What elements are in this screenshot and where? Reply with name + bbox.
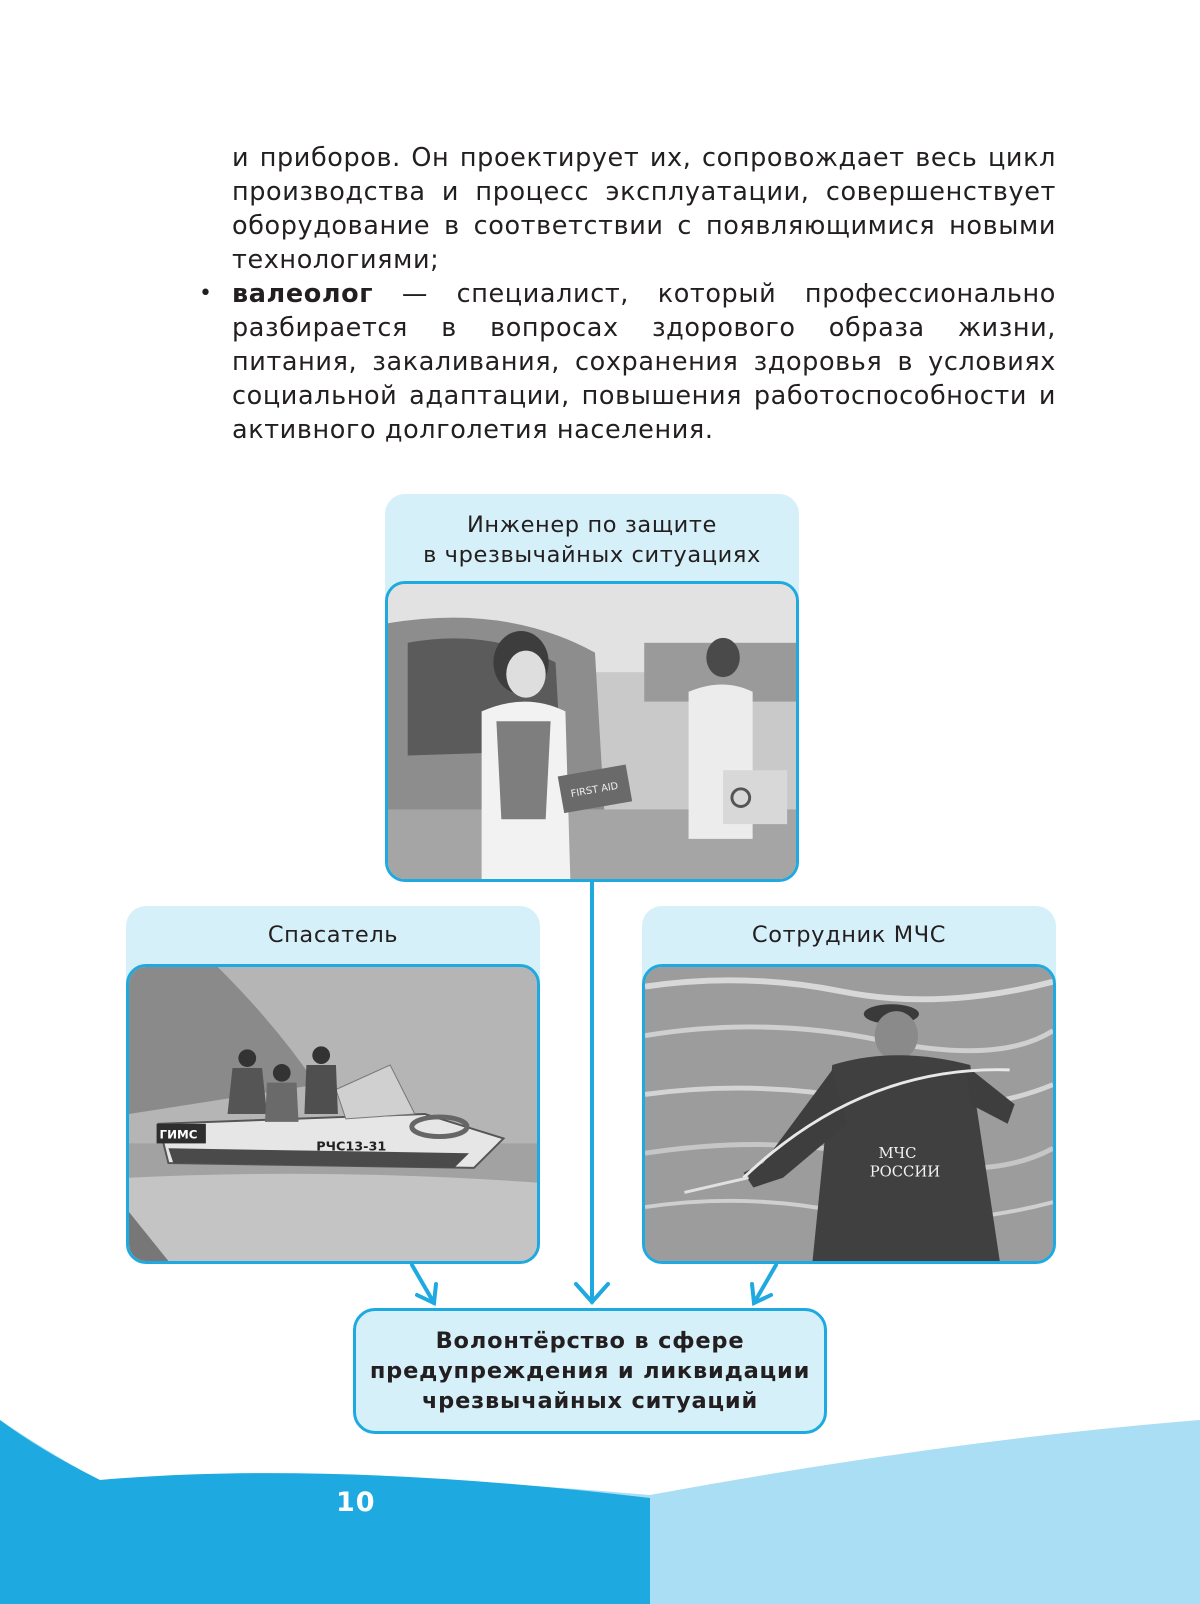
text-block [199,141,1056,447]
rescuer-photo-image [129,967,537,1261]
right-arrow-head [752,1284,771,1303]
intro-paragraph: и приборов. Он проектирует их, сопровождает весь цикл производства и процесс эксплуатации, совершенствует оборудование в соответствии с появляющимися новыми технологиями; [232,143,1056,275]
result-text: Волонтёрство в сфере предупреждения и ликвидации чрезвычайных ситуаций [369,1328,811,1414]
photo-engineer [385,581,799,882]
engineer-photo-image [388,584,796,879]
left-arrow-line [412,1265,434,1303]
center-arrow-head [576,1284,608,1302]
boat-label-left: ГИМС [159,1127,198,1142]
term-valeolog: валеолог [232,279,374,309]
first-aid-label: FIRST AID [569,780,620,800]
boat-label-right: РЧС13-31 [316,1139,387,1155]
bottom-wave [0,1420,1200,1604]
left-arrow-head [417,1284,436,1303]
bullet-paragraph [232,277,1056,447]
card-rescuer-title: Спасатель [267,922,399,948]
bullet-marker: • [199,281,212,306]
card-mchs-title: Сотрудник МЧС [751,922,947,948]
jacket-text-line2: РОССИИ [869,1163,941,1181]
card-engineer-title: Инженер по защите в чрезвычайных ситуациях [423,512,761,568]
list-item [199,277,1056,447]
photo-mchs [642,964,1056,1264]
right-arrow-line [754,1265,776,1303]
photo-rescuer [126,964,540,1264]
jacket-text-line1: МЧС [878,1145,917,1163]
term-definition: — специалист, который профессионально разбирается в вопросах здорового образа жизни, питания, закаливания, сохранения здоровья в условиях социальной адаптации, повышения работоспособности и активного долголетия населения. [232,279,1056,445]
page-number: 10 [336,1487,376,1518]
mchs-photo-image [645,967,1053,1261]
result-box [353,1308,827,1434]
